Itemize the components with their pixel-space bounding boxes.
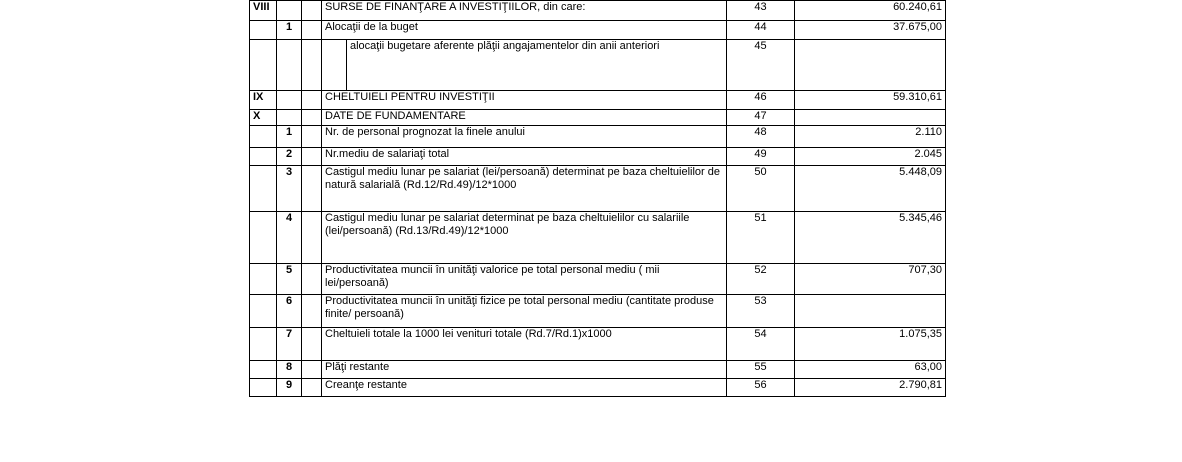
- nested-label-cell: [322, 40, 727, 91]
- row-value: [795, 40, 946, 91]
- section-number: [250, 126, 277, 148]
- row-label: Cheltuieli totale la 1000 lei venituri totale (Rd.7/Rd.1)x1000: [322, 328, 727, 361]
- table-row: [250, 295, 946, 328]
- spacer-cell: [302, 328, 322, 361]
- row-value: 37.675,00: [795, 21, 946, 40]
- spacer-cell: [302, 379, 322, 397]
- row-label: Castigul mediu lunar pe salariat determinat pe baza cheltuielilor cu salariile (lei/persoană) (Rd.13/Rd.49)/12*1000: [322, 212, 727, 264]
- row-number: 4: [277, 212, 302, 264]
- spacer-cell: [302, 110, 322, 126]
- row-code: 45: [727, 40, 795, 91]
- spacer-cell: [302, 212, 322, 264]
- table-row: [250, 91, 946, 110]
- row-label: SURSE DE FINANŢARE A INVESTIŢIILOR, din care:: [322, 1, 727, 21]
- table-row: [250, 166, 946, 212]
- row-number: [277, 1, 302, 21]
- section-number: [250, 21, 277, 40]
- row-code: 47: [727, 110, 795, 126]
- row-value: 60.240,61: [795, 1, 946, 21]
- section-number: [250, 295, 277, 328]
- spacer-cell: [302, 295, 322, 328]
- row-label: alocaţii bugetare aferente plăţii angajamentelor din anii anteriori: [350, 40, 660, 52]
- row-code: 53: [727, 295, 795, 328]
- spacer-cell: [302, 148, 322, 166]
- table-row: [250, 110, 946, 126]
- table-row: [250, 40, 946, 91]
- section-number: [250, 212, 277, 264]
- section-number: [250, 328, 277, 361]
- row-label: Productivitatea muncii în unităţi valorice pe total personal mediu ( mii lei/persoană): [322, 264, 727, 295]
- row-value: [795, 110, 946, 126]
- section-number: VIII: [250, 1, 277, 21]
- row-value: 1.075,35: [795, 328, 946, 361]
- table-row: [250, 212, 946, 264]
- row-number: 1: [277, 21, 302, 40]
- row-value: 59.310,61: [795, 91, 946, 110]
- spacer-cell: [302, 126, 322, 148]
- row-number: 9: [277, 379, 302, 397]
- table-row: [250, 21, 946, 40]
- row-code: 50: [727, 166, 795, 212]
- row-number: 3: [277, 166, 302, 212]
- row-number: 5: [277, 264, 302, 295]
- row-label: Nr.mediu de salariaţi total: [322, 148, 727, 166]
- row-code: 54: [727, 328, 795, 361]
- row-label: Alocaţii de la buget: [322, 21, 727, 40]
- row-number: [277, 110, 302, 126]
- section-number: [250, 148, 277, 166]
- row-number: 1: [277, 126, 302, 148]
- row-code: 46: [727, 91, 795, 110]
- row-label: Castigul mediu lunar pe salariat (lei/persoană) determinat pe baza cheltuielilor de natură salarială (Rd.12/Rd.49)/12*1000: [322, 166, 727, 212]
- table-row: [250, 328, 946, 361]
- row-value: 2.045: [795, 148, 946, 166]
- row-number: 7: [277, 328, 302, 361]
- row-number: [277, 91, 302, 110]
- row-value: 2.790,81: [795, 379, 946, 397]
- row-value: 707,30: [795, 264, 946, 295]
- row-number: 2: [277, 148, 302, 166]
- spacer-cell: [302, 1, 322, 21]
- spacer-cell: [302, 264, 322, 295]
- section-number: [250, 379, 277, 397]
- row-value: [795, 295, 946, 328]
- table-row: [250, 361, 946, 379]
- table-row: [250, 148, 946, 166]
- section-number: [250, 264, 277, 295]
- spacer-cell: [302, 361, 322, 379]
- section-number: [250, 40, 277, 91]
- row-value: 63,00: [795, 361, 946, 379]
- row-code: 48: [727, 126, 795, 148]
- row-number: 8: [277, 361, 302, 379]
- section-number: X: [250, 110, 277, 126]
- row-number: [277, 40, 302, 91]
- spacer-cell: [302, 40, 322, 91]
- section-number: IX: [250, 91, 277, 110]
- section-number: [250, 361, 277, 379]
- table-row: [250, 126, 946, 148]
- row-label: Productivitatea muncii în unităţi fizice pe total personal mediu (cantitate produse finite/ persoană): [322, 295, 727, 328]
- nested-indent: [322, 40, 347, 90]
- spacer-cell: [302, 91, 322, 110]
- section-number: [250, 166, 277, 212]
- spacer-cell: [302, 21, 322, 40]
- row-label: Creanţe restante: [322, 379, 727, 397]
- table-row: [250, 379, 946, 397]
- row-label: Nr. de personal prognozat la finele anului: [322, 126, 727, 148]
- row-code: 49: [727, 148, 795, 166]
- financial-table: [249, 0, 946, 397]
- row-label: CHELTUIELI PENTRU INVESTIŢII: [322, 91, 727, 110]
- row-label: DATE DE FUNDAMENTARE: [322, 110, 727, 126]
- spacer-cell: [302, 166, 322, 212]
- row-code: 51: [727, 212, 795, 264]
- table-row: [250, 1, 946, 21]
- row-number: 6: [277, 295, 302, 328]
- row-code: 43: [727, 1, 795, 21]
- row-value: 5.345,46: [795, 212, 946, 264]
- row-value: 2.110: [795, 126, 946, 148]
- row-code: 56: [727, 379, 795, 397]
- row-code: 44: [727, 21, 795, 40]
- row-code: 55: [727, 361, 795, 379]
- row-value: 5.448,09: [795, 166, 946, 212]
- row-code: 52: [727, 264, 795, 295]
- table-row: [250, 264, 946, 295]
- row-label: Plăţi restante: [322, 361, 727, 379]
